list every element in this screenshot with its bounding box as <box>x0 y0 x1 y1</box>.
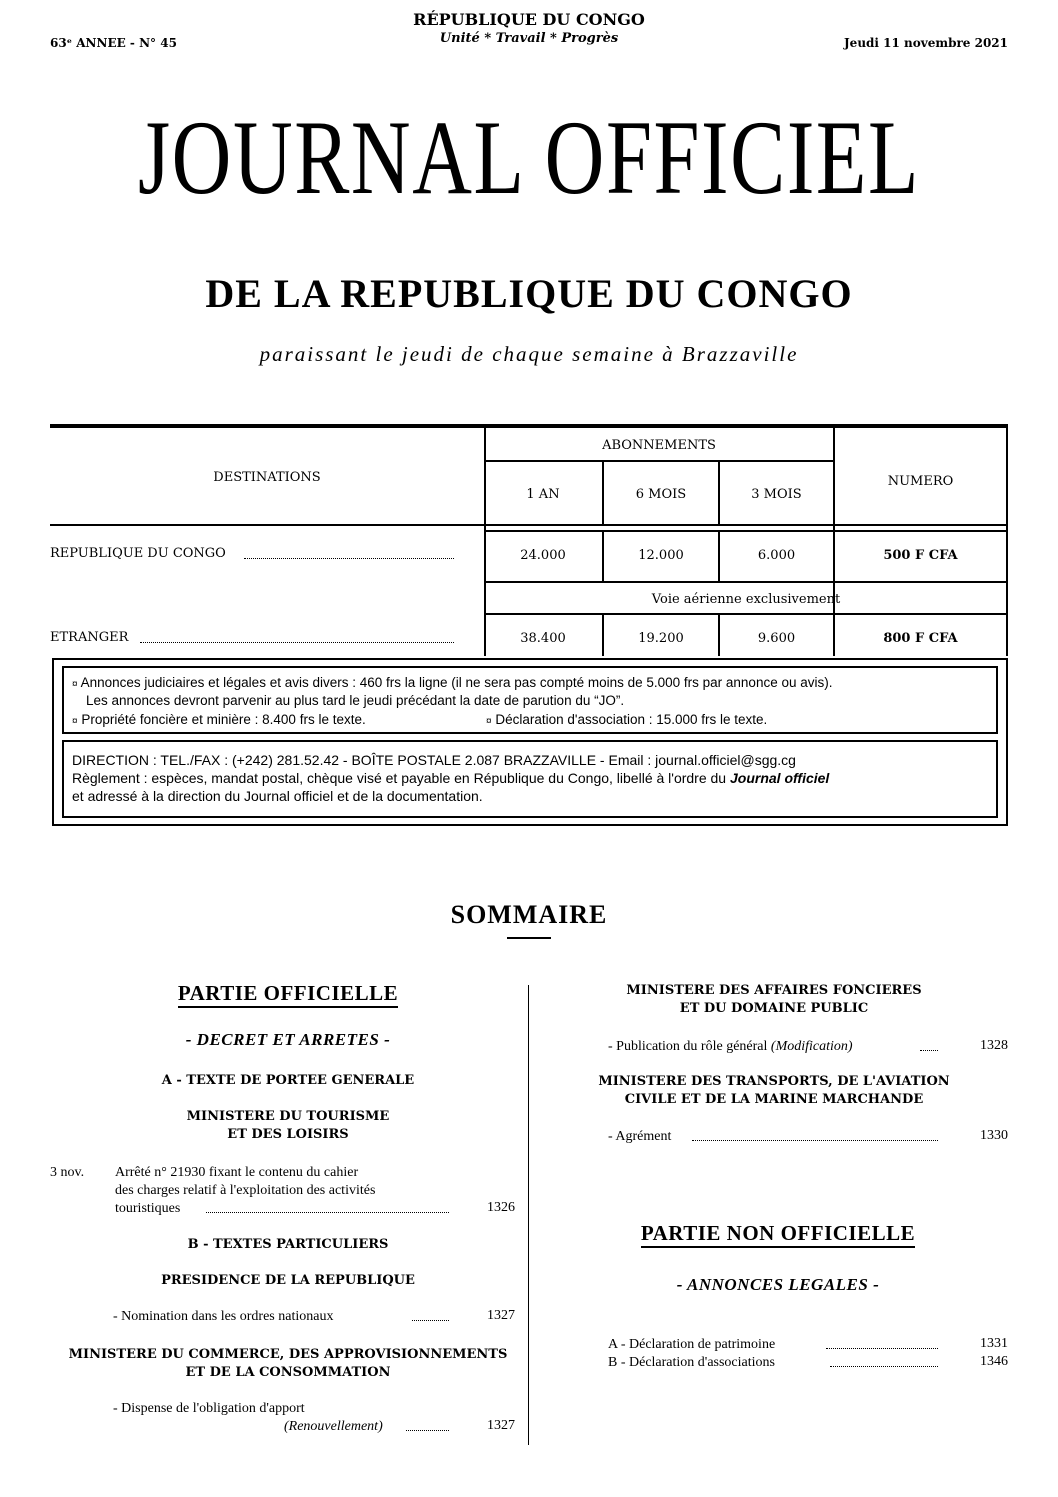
dot-leader <box>412 1320 449 1321</box>
dot-leader <box>140 642 454 643</box>
row-congo-dest: REPUBLIQUE DU CONGO <box>50 546 226 561</box>
entry-line: touristiques <box>115 1201 181 1216</box>
ministere-foncieres-l1: MINISTERE DES AFFAIRES FONCIERES <box>626 983 922 998</box>
dot-leader <box>692 1140 938 1141</box>
bullet-icon: ¤ <box>486 716 492 727</box>
dot-leader <box>244 558 454 559</box>
entry-associations[interactable]: B - Déclaration d'associations <box>608 1355 775 1370</box>
col-numero: NUMERO <box>887 474 954 489</box>
page-number: 1327 <box>487 1308 515 1323</box>
notice-line-3 <box>72 711 366 730</box>
page-number: 1330 <box>980 1128 1008 1143</box>
notice-annonces: Annonces judiciaires et légales et avis divers : 460 frs la ligne (il ne sera pas compté moins de 5.000 frs par annonce ou avis). <box>80 675 833 690</box>
ministere-commerce-l2: ET DE LA CONSOMMATION <box>185 1365 391 1380</box>
direction-adresse: et adressé à la direction du Journal officiel et de la documentation. <box>72 788 483 804</box>
col-6mois: 6 MOIS <box>635 487 687 502</box>
ministere-tourisme-l2: ET DES LOISIRS <box>227 1127 349 1142</box>
texte-portee-generale: A - TEXTE DE PORTEE GENERALE <box>161 1073 415 1088</box>
presidence-republique: PRESIDENCE DE LA REPUBLIQUE <box>161 1273 415 1288</box>
notice-line-3b <box>486 711 767 730</box>
page-number: 1326 <box>487 1200 515 1215</box>
sommaire-underline <box>507 937 551 939</box>
notice-line-1 <box>72 674 832 693</box>
dot-leader <box>920 1050 938 1051</box>
sommaire-title: SOMMAIRE <box>450 900 608 929</box>
entry-renouvellement: (Renouvellement) <box>284 1419 383 1434</box>
ministere-commerce-l1: MINISTERE DU COMMERCE, DES APPROVISIONNEMENTS <box>68 1347 508 1362</box>
col-abonnements: ABONNEMENTS <box>602 438 716 453</box>
dot-leader <box>826 1348 938 1349</box>
col-destinations: DESTINATIONS <box>213 470 321 485</box>
bullet-icon: ¤ <box>72 679 78 690</box>
journal-title: JOURNAL OFFICIEL <box>137 99 921 216</box>
row-congo-1an: 24.000 <box>520 548 566 563</box>
table-rule <box>484 581 1008 583</box>
table-divider <box>1006 428 1008 656</box>
table-divider <box>833 428 835 656</box>
page-number: 1346 <box>980 1354 1008 1369</box>
row-etranger-1an: 38.400 <box>520 631 566 646</box>
ministere-tourisme <box>50 1108 526 1144</box>
ministere-transports-l1: MINISTERE DES TRANSPORTS, DE L'AVIATION <box>598 1074 950 1089</box>
page-number: 1331 <box>980 1336 1008 1351</box>
ministere-transports-l2: CIVILE ET DE LA MARINE MARCHANDE <box>624 1092 924 1107</box>
row-etranger-3mois: 9.600 <box>757 631 796 646</box>
entry-nomination[interactable]: - Nomination dans les ordres nationaux <box>113 1309 334 1324</box>
table-top-rule <box>50 424 1008 428</box>
entry-line: des charges relatif à l'exploitation des activités <box>115 1183 376 1198</box>
dot-leader <box>406 1430 449 1431</box>
col-3mois: 3 MOIS <box>751 487 802 502</box>
table-rule <box>50 524 1008 526</box>
table-rule <box>484 530 1008 532</box>
partie-non-officielle-text: PARTIE NON OFFICIELLE <box>641 1221 915 1248</box>
journal-subtitle: DE LA REPUBLIQUE DU CONGO <box>205 271 853 316</box>
decret-arretes-heading: - DECRET ET ARRETES - <box>185 1030 391 1049</box>
national-motto: Unité * Travail * Progrès <box>439 31 619 46</box>
reglement-text: Règlement : espèces, mandat postal, chèque visé et payable en République du Congo, libellé à l'ordre du <box>72 770 730 786</box>
entry-modification: (Modification) <box>770 1039 853 1054</box>
entry-patrimoine[interactable]: A - Déclaration de patrimoine <box>608 1337 776 1352</box>
entry-publication-role[interactable] <box>608 1038 853 1056</box>
column-separator <box>528 985 529 1445</box>
row-congo-6mois: 12.000 <box>638 548 684 563</box>
direction-reglement <box>72 770 829 787</box>
entry-arrete-21930[interactable] <box>115 1164 455 1218</box>
partie-officielle-heading <box>50 981 526 1006</box>
notice-deadline: Les annonces devront parvenir au plus tard le jeudi précédant la date de parution du “JO”. <box>86 693 625 708</box>
ministere-commerce <box>50 1346 526 1382</box>
voie-aerienne: Voie aérienne exclusivement <box>651 592 841 607</box>
entry-agrement[interactable]: - Agrément <box>608 1129 672 1144</box>
row-congo-3mois: 6.000 <box>757 548 796 563</box>
ministere-foncieres-l2: ET DU DOMAINE PUBLIC <box>679 1001 869 1016</box>
direction-contact: DIRECTION : TEL./FAX : (+242) 281.52.42 - BOÎTE POSTALE 2.087 BRAZZAVILLE - Email : journal.officiel@sgg.cg <box>72 752 796 768</box>
textes-particuliers: B - TEXTES PARTICULIERS <box>187 1237 389 1252</box>
bullet-icon: ¤ <box>72 716 78 727</box>
issue-number: 63ᵉ ANNEE - N° 45 <box>50 36 177 50</box>
table-rule <box>484 460 835 462</box>
ministere-affaires-foncieres <box>540 982 1008 1018</box>
dot-leader <box>830 1366 938 1367</box>
page-number: 1327 <box>487 1418 515 1433</box>
ministere-transports <box>540 1073 1008 1109</box>
journal-tagline: paraissant le jeudi de chaque semaine à Brazzaville <box>259 342 799 366</box>
col-1an: 1 AN <box>526 487 560 502</box>
partie-non-officielle-heading <box>540 1221 1016 1246</box>
entry-dispense[interactable]: - Dispense de l'obligation d'apport <box>113 1401 305 1416</box>
annonces-legales-heading: - ANNONCES LEGALES - <box>676 1275 880 1294</box>
table-divider <box>484 428 486 656</box>
row-etranger-dest: ETRANGER <box>50 630 129 645</box>
row-etranger-6mois: 19.200 <box>638 631 684 646</box>
partie-officielle-text: PARTIE OFFICIELLE <box>178 981 398 1008</box>
entry-date: 3 nov. <box>50 1165 85 1180</box>
notice-propriete: Propriété foncière et minière : 8.400 frs le texte. <box>81 712 366 727</box>
republic-name: RÉPUBLIQUE DU CONGO <box>413 10 645 29</box>
journal-officiel-emphasis: Journal officiel <box>730 770 830 786</box>
issue-date: Jeudi 11 novembre 2021 <box>844 36 1008 50</box>
notice-association: Déclaration d'association : 15.000 frs le texte. <box>495 712 768 727</box>
table-rule <box>484 613 1008 615</box>
dot-leader <box>206 1212 449 1213</box>
entry-text: - Publication du rôle général <box>608 1039 771 1054</box>
ministere-tourisme-l1: MINISTERE DU TOURISME <box>186 1109 390 1124</box>
row-congo-numero: 500 F CFA <box>883 548 958 563</box>
row-etranger-numero: 800 F CFA <box>883 631 958 646</box>
entry-line: Arrêté n° 21930 fixant le contenu du cahier <box>115 1165 359 1180</box>
page-number: 1328 <box>980 1038 1008 1053</box>
